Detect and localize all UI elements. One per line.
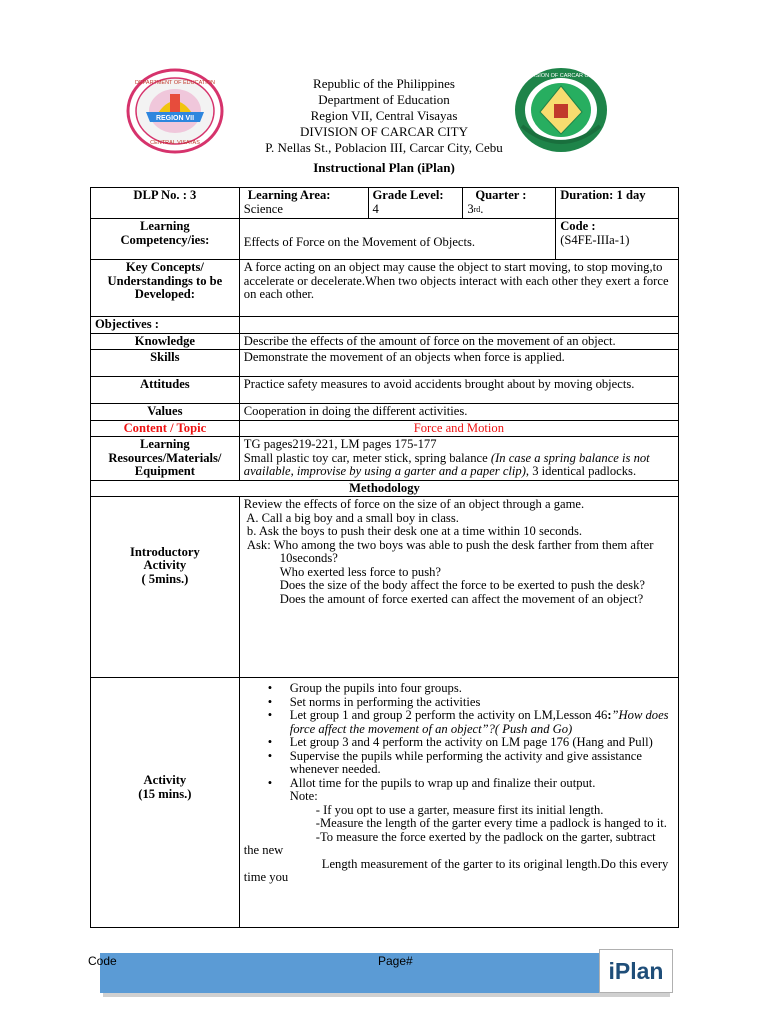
knowledge-row — [91, 333, 679, 350]
note-text: -Measure the length of the garter every time a padlock is hanged to it. — [315, 816, 667, 830]
svg-text:CENTRAL VISAYAS: CENTRAL VISAYAS — [150, 140, 200, 146]
intro-line: 10seconds? — [279, 551, 338, 565]
letterhead — [0, 76, 768, 156]
methodology-heading: Methodology — [91, 480, 679, 497]
resources-line-1: TG pages219-221, LM pages 175-177 — [243, 437, 437, 451]
activity-label-line: (15 mins.) — [138, 786, 192, 801]
footer-page-number: Page# — [378, 954, 413, 968]
skills-value: Demonstrate the movement of an objects when force is applied. — [239, 350, 678, 377]
learning-area-cell — [239, 188, 368, 219]
competency-value: Effects of Force on the Movement of Objects. — [239, 219, 555, 260]
objectives-row — [91, 317, 679, 334]
quarter-value: 3 — [467, 201, 474, 216]
note-line — [244, 858, 674, 885]
activity-content — [239, 678, 678, 928]
duration: Duration: 1 day — [556, 188, 679, 219]
resources-label: Learning Resources/Materials/ Equipment — [91, 437, 240, 481]
activity-label-line: Activity — [143, 773, 187, 787]
intro-line — [244, 579, 674, 593]
values-value: Cooperation in doing the different activities. — [239, 404, 678, 421]
competency-label: Learning Competency/ies: — [91, 219, 240, 260]
resources-line-2-italic: (In case a spring balance is not available, improvise by using a garter and a paper clip) — [243, 450, 650, 478]
iplan-logo: iPlan — [599, 949, 673, 993]
footer-code: Code — [88, 954, 117, 968]
bullet-icon: • — [267, 775, 273, 790]
note-line: - If you opt to use a garter, measure first its initial length. — [315, 802, 604, 817]
introductory-activity-content — [239, 497, 678, 678]
content-label: Content / Topic — [91, 420, 240, 437]
note-line — [244, 817, 674, 831]
competency-row — [91, 219, 679, 260]
code-cell — [556, 219, 679, 260]
content-value: Force and Motion — [239, 420, 678, 437]
resources-value — [239, 437, 678, 481]
objectives-label: Objectives : — [91, 317, 240, 334]
attitudes-value: Practice safety measures to avoid accidents brought about by moving objects. — [239, 377, 678, 404]
list-item — [267, 694, 674, 710]
skills-label: Skills — [91, 350, 240, 377]
key-concepts-label: Key Concepts/ Understandings to be Developed: — [91, 260, 240, 317]
bullet-icon: • — [267, 708, 273, 722]
dlp-number: DLP No. : 3 — [91, 188, 240, 219]
resources-line-2b: , 3 identical padlocks. — [525, 464, 637, 478]
step-text: Set norms in performing the activities — [289, 694, 481, 709]
list-item — [267, 748, 674, 777]
code-label: Code : — [560, 219, 596, 233]
activity-label — [91, 678, 240, 928]
quarter-label: Quarter : — [475, 188, 527, 202]
quarter-tail: . — [480, 201, 484, 216]
values-label: Values — [91, 404, 240, 421]
intro-line: Review the effects of force on the size of an object through a game. — [243, 497, 585, 511]
step-text: Allot time for the pupils to wrap up and finalize their output. — [289, 775, 596, 790]
step-text-italic: ”How does force affect the movement of an object”?( Push and Go) — [289, 708, 669, 736]
letterhead-line: Republic of the Philippines — [313, 76, 455, 91]
content-row — [91, 420, 679, 437]
step-text: Let group 3 and 4 perform the activity on LM page 176 (Hang and Pull) — [289, 735, 653, 749]
quarter-suffix: rd — [473, 204, 481, 214]
note-text: Length measurement of the garter to its original length.Do this every time you — [243, 856, 669, 884]
intro-line: b. Ask the boys to push their desk one at a time within 10 seconds. — [243, 524, 583, 538]
note-line — [244, 831, 674, 858]
intro-line: Ask: Who among the two boys was able to push the desk farther from them after — [243, 537, 654, 552]
grade-level-label: Grade Level: — [372, 188, 444, 202]
lesson-plan-table — [90, 187, 679, 928]
step-text: Let group 1 and group 2 perform the activity on LM,Lesson 46 — [289, 708, 608, 722]
intro-question: Does the amount of force exerted can affect the movement of an object? — [279, 591, 644, 606]
activity-row — [91, 678, 679, 928]
code-value: (S4FE-IIIa-1) — [560, 232, 630, 247]
key-concepts-row — [91, 260, 679, 317]
note-label: Note: — [289, 789, 318, 803]
learning-area-value: Science — [243, 201, 283, 216]
attitudes-row — [91, 377, 679, 404]
step-text: Group the pupils into four groups. — [289, 681, 462, 695]
bullet-icon: • — [267, 735, 273, 749]
intro-line — [244, 593, 674, 607]
activity-steps-list — [244, 682, 674, 790]
grade-level-cell — [368, 188, 463, 219]
objectives-empty — [239, 317, 678, 334]
svg-text:DIVISION OF CARCAR CITY: DIVISION OF CARCAR CITY — [524, 73, 598, 79]
intro-label-line: Introductory — [130, 544, 200, 559]
knowledge-value: Describe the effects of the amount of force on the movement of an object. — [239, 333, 678, 350]
key-concepts-value: A force acting on an object may cause the object to start moving, to stop moving,to accelerate or decelerate.When two objects interact with each other they exert a force on each other. — [239, 260, 678, 317]
values-row — [91, 404, 679, 421]
bullet-icon: • — [267, 681, 273, 695]
letterhead-line: P. Nellas St., Poblacion III, Carcar City, Cebu — [265, 140, 503, 155]
list-item — [267, 775, 674, 791]
attitudes-label: Attitudes — [91, 377, 240, 404]
step-text-bold: : — [607, 708, 612, 722]
plan-title: Instructional Plan (iPlan) — [313, 160, 455, 175]
letterhead-line: Department of Education — [318, 92, 450, 107]
list-item — [267, 681, 674, 696]
introductory-activity-label — [91, 497, 240, 678]
intro-label-line: ( 5mins.) — [141, 571, 189, 586]
svg-text:REGION VII: REGION VII — [155, 115, 195, 122]
knowledge-label: Knowledge — [91, 333, 240, 350]
grade-level-value: 4 — [372, 201, 379, 216]
step-text: Supervise the pupils while performing the activity and give assistance whenever needed. — [289, 748, 642, 776]
methodology-row — [91, 480, 679, 497]
letterhead-line: Region VII, Central Visayas — [310, 108, 458, 123]
bullet-icon: • — [267, 694, 273, 709]
quarter-cell — [463, 188, 556, 219]
list-item — [267, 735, 674, 750]
intro-line: Who exerted less force to push? — [279, 564, 441, 579]
resources-line-2a: Small plastic toy car, meter stick, spring balance — [243, 450, 491, 465]
learning-area-label: Learning Area: — [247, 188, 331, 202]
skills-row — [91, 350, 679, 377]
letterhead-line: DIVISION OF CARCAR CITY — [300, 124, 468, 139]
header-row — [91, 188, 679, 219]
note-text: -To measure the force exerted by the padlock on the garter, subtract the new — [243, 829, 656, 857]
intro-question: Does the size of the body affect the force to be exerted to push the desk? — [279, 578, 645, 592]
page-footer — [88, 953, 667, 993]
list-item — [267, 708, 674, 736]
introductory-activity-row — [91, 497, 679, 678]
bullet-icon: • — [267, 748, 273, 763]
intro-line: A. Call a big boy and a small boy in class. — [243, 510, 459, 525]
resources-row — [91, 437, 679, 481]
svg-text:DEPARTMENT OF EDUCATION: DEPARTMENT OF EDUCATION — [135, 80, 215, 86]
intro-label-line: Activity — [143, 558, 187, 573]
